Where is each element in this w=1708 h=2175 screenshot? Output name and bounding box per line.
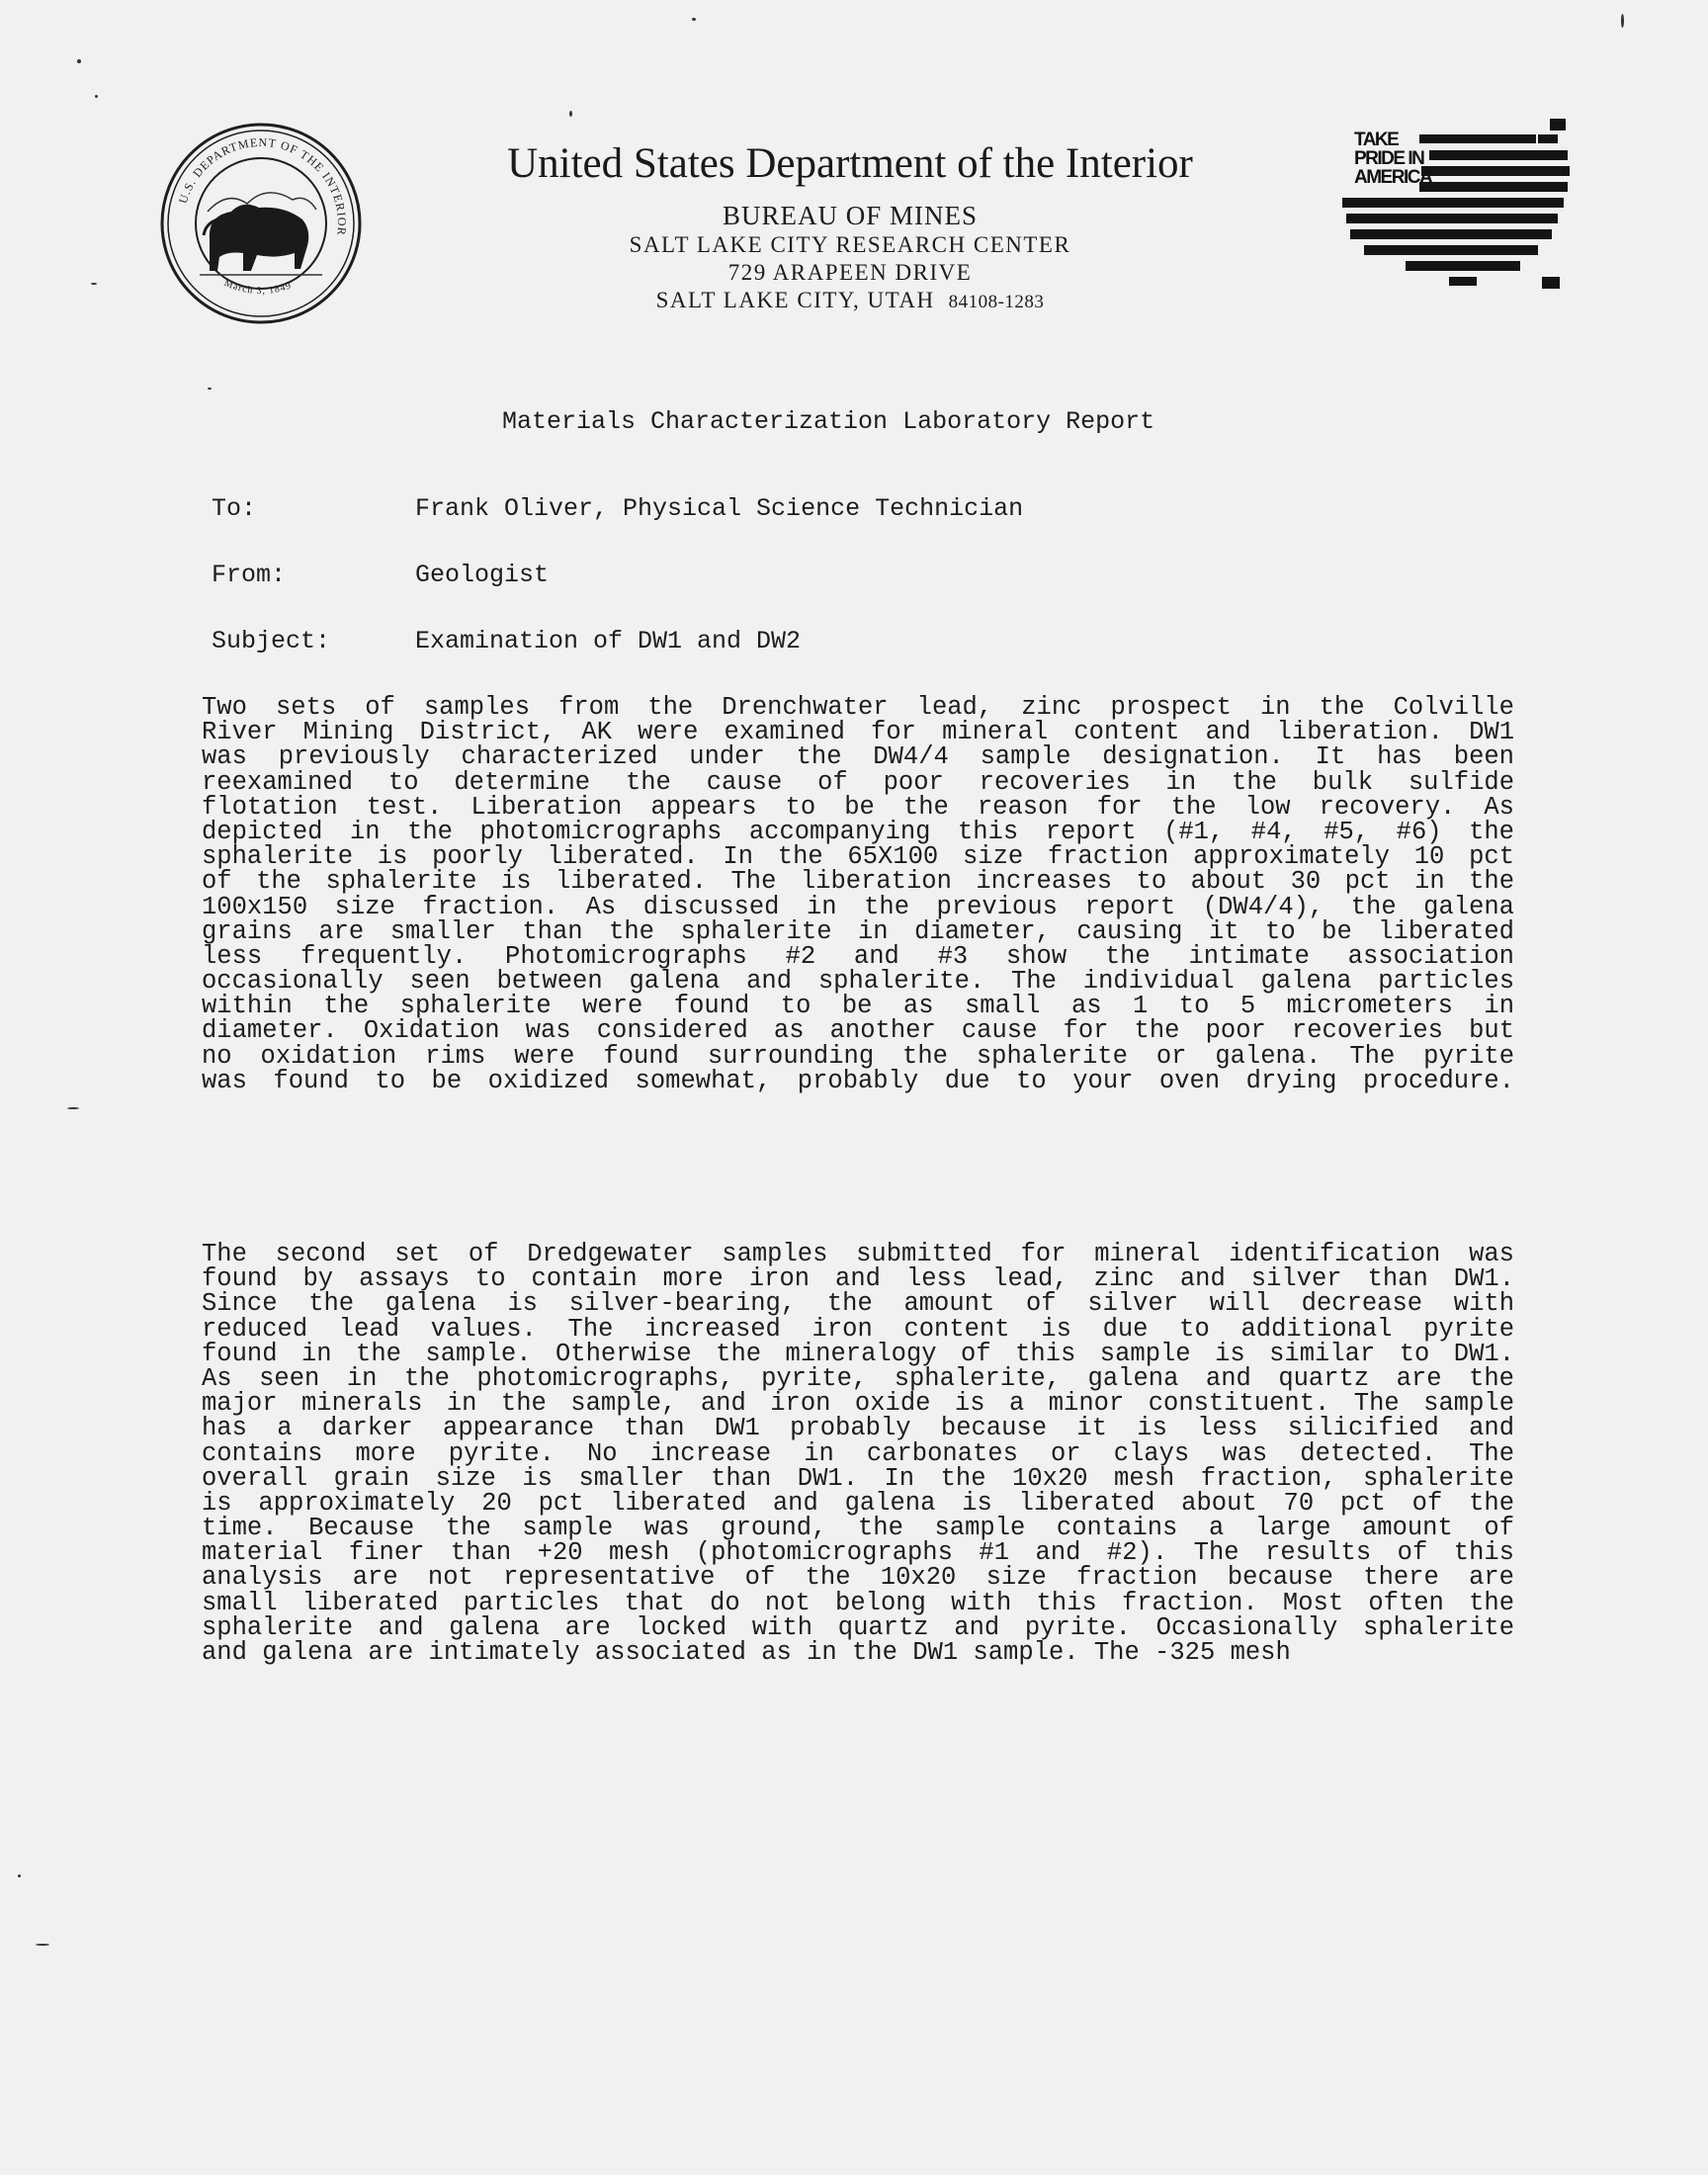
text-line: depicted in the photomicrographs accompanying this report (#1, #4, #5, #6) the — [202, 817, 1514, 846]
text-line: major minerals in the sample, and iron oxide is a minor constituent. The sample — [202, 1389, 1514, 1419]
scan-speck — [692, 18, 696, 21]
city-state: SALT LAKE CITY, UTAH — [655, 288, 935, 313]
text-line: less frequently. Photomicrographs #2 and #3 show the intimate association — [202, 941, 1514, 971]
text-line: overall grain size is smaller than DW1. In the 10x20 mesh fraction, sphalerite — [202, 1463, 1514, 1493]
text-line: contains more pyrite. No increase in carbonates or clays was detected. The — [202, 1438, 1514, 1468]
scan-speck — [208, 388, 212, 390]
text-line: reexamined to determine the cause of poor recoveries in the bulk sulfide — [202, 767, 1514, 797]
text-line: was found to be oxidized somewhat, probably due to your oven drying procedure. — [202, 1066, 1514, 1095]
letterhead — [395, 138, 1305, 314]
text-line: within the sphalerite were found to be as small as 1 to 5 micrometers in — [202, 992, 1514, 1021]
seal-ring-text: U.S. DEPARTMENT OF THE INTERIOR — [175, 134, 350, 237]
text-line: small liberated particles that do not belong with this fraction. Most often the — [202, 1588, 1514, 1617]
text-line: sphalerite is poorly liberated. In the 65X100 size fraction approximately 10 pct — [202, 842, 1514, 872]
text-line: As seen in the photomicrographs, pyrite, sphalerite, galena and quartz are the — [202, 1363, 1514, 1393]
street-address: 729 ARAPEEN DRIVE — [727, 260, 973, 286]
text-line: found in the sample. Otherwise the mineralogy of this sample is similar to DW1. — [202, 1339, 1514, 1368]
text-line: time. Because the sample was ground, the sample contains a large amount of — [202, 1514, 1514, 1543]
text-line: analysis are not representative of the 10x20 size fraction because there are — [202, 1563, 1514, 1593]
seal-date-text: March 3, 1849 — [221, 277, 294, 298]
text-line: River Mining District, AK were examined for mineral content and liberation. DW1 — [202, 718, 1514, 747]
scan-speck — [569, 111, 572, 117]
paragraph-1 — [202, 695, 1514, 1093]
subject-value: Examination of DW1 and DW2 — [415, 627, 802, 655]
text-line: The second set of Dredgewater samples submitted for mineral identification was — [202, 1240, 1514, 1268]
research-center: SALT LAKE CITY RESEARCH CENTER — [629, 231, 1071, 257]
from-label: From: — [212, 561, 287, 589]
text-line: grains are smaller than the sphalerite in diameter, causing it to be liberated — [202, 916, 1514, 946]
text-line: material finer than +20 mesh (photomicrographs #1 and #2). The results of this — [202, 1538, 1514, 1568]
scan-speck — [95, 95, 98, 98]
report-title: Materials Characterization Laboratory Report — [502, 407, 1155, 436]
scan-speck — [77, 59, 81, 63]
scan-speck — [36, 1944, 49, 1946]
text-line: flotation test. Liberation appears to be the reason for the low recovery. As — [202, 792, 1514, 822]
text-line: diameter. Oxidation was considered as another cause for the poor recoveries but — [202, 1016, 1514, 1046]
from-value: Geologist — [415, 561, 550, 589]
text-line: is approximately 20 pct liberated and galena is liberated about 70 pct of the — [202, 1488, 1514, 1518]
scan-speck — [1621, 14, 1624, 28]
scan-speck — [18, 1874, 21, 1877]
bureau-name: BUREAU OF MINES — [722, 200, 979, 230]
scan-speck — [91, 283, 97, 285]
text-line: no oxidation rims were found surrounding the sphalerite or galena. The pyrite — [202, 1041, 1514, 1071]
text-line: of the sphalerite is liberated. The liberation increases to about 30 pct in the — [202, 867, 1514, 897]
take-pride-wordmark: TAKE PRIDE IN AMERICA — [1354, 130, 1432, 188]
city-line — [395, 287, 1305, 314]
subject-label: Subject: — [212, 627, 331, 655]
text-line: occasionally seen between galena and sphalerite. The individual galena particles — [202, 967, 1514, 997]
to-value: Frank Oliver, Physical Science Technician — [415, 494, 1024, 523]
interior-seal — [158, 121, 364, 326]
text-line: reduced lead values. The increased iron content is due to additional pyrite — [202, 1314, 1514, 1344]
text-line: 100x150 size fraction. As discussed in the previous report (DW4/4), the galena — [202, 892, 1514, 921]
text-line: found by assays to contain more iron and less lead, zinc and silver than DW1. — [202, 1264, 1514, 1294]
paragraph-2 — [202, 1242, 1514, 1665]
text-line: sphalerite and galena are locked with quartz and pyrite. Occasionally sphalerite — [202, 1612, 1514, 1642]
text-line: Since the galena is silver-bearing, the amount of silver will decrease with — [202, 1289, 1514, 1319]
text-line: has a darker appearance than DW1 probably because it is less silicified and — [202, 1414, 1514, 1443]
take-pride-logo — [1340, 119, 1593, 297]
scan-speck — [67, 1107, 79, 1109]
zip-code: 84108-1283 — [948, 292, 1045, 313]
department-name: United States Department of the Interior — [507, 140, 1193, 187]
to-label: To: — [212, 494, 257, 523]
text-line: and galena are intimately associated as in the DW1 sample. The -325 mesh — [202, 1638, 1291, 1667]
text-line: Two sets of samples from the Drenchwater lead, zinc prospect in the Colville — [202, 693, 1514, 722]
text-line: was previously characterized under the DW4/4 sample designation. It has been — [202, 742, 1514, 772]
